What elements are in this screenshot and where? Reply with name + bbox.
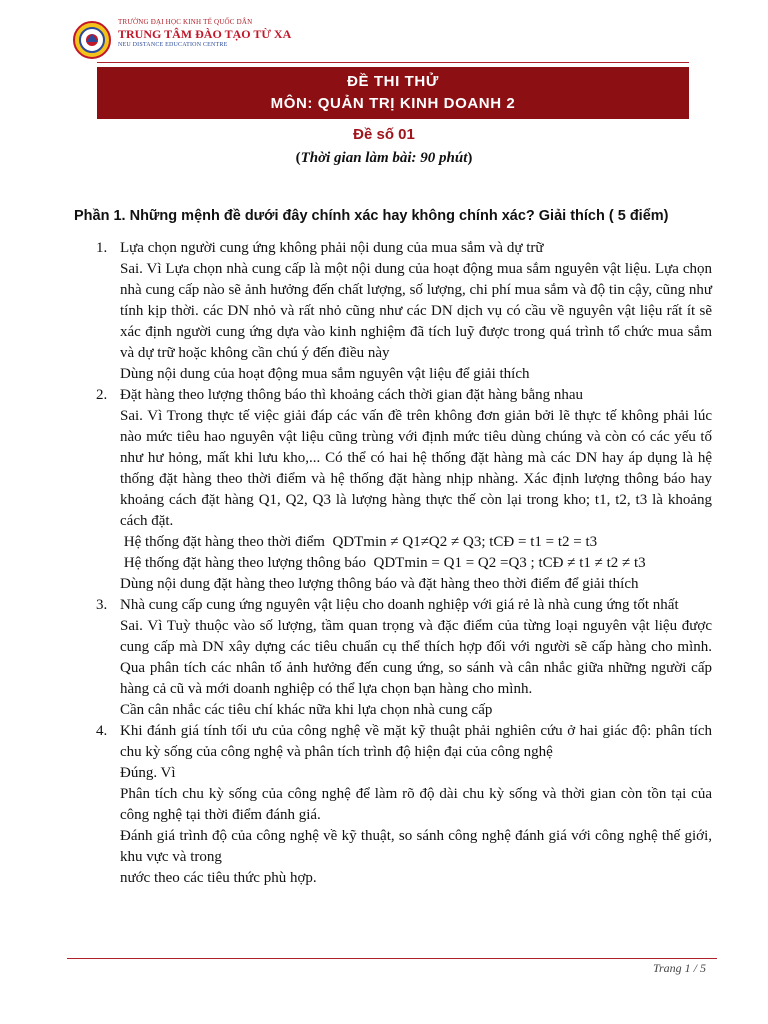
centre-name: TRUNG TÂM ĐÀO TẠO TỪ XA: [118, 27, 292, 41]
item-line: Dùng nội dung của hoạt động mua sắm nguyên vật liệu để giải thích: [120, 366, 530, 382]
exam-number: Đề số 01: [353, 126, 415, 143]
list-item: [96, 595, 716, 721]
university-name: TRƯỜNG ĐẠI HỌC KINH TẾ QUỐC DÂN: [118, 18, 253, 26]
item-line: Phân tích chu kỳ sống của công nghệ để làm rõ độ dài chu kỳ sống và thời gian còn tồn tại của công nghệ tại thời điểm đánh giá.: [120, 786, 716, 823]
item-number: 3.: [96, 597, 108, 613]
centre-name-en: NEU DISTANCE EDUCATION CENTRE: [118, 42, 228, 48]
item-line: Dùng nội dung đặt hàng theo lượng thông báo và đặt hàng theo thời điểm để giải thích: [120, 576, 639, 592]
header: [72, 18, 372, 60]
item-line: Cần cân nhắc các tiêu chí khác nữa khi lựa chọn nhà cung cấp: [120, 702, 493, 718]
item-line: Sai. Vì Trong thực tế việc giải đáp các vấn đề trên không đơn giản bởi lẽ thực tế không phải lúc nào mức tiêu hao nguyên vật liệu cũng trùng với định mức tiêu dùng chúng và còn có các yếu tố như hư hỏng, mất khi lưu kho,... Có thể có hai hệ thống đặt hàng mà các DN hay áp dụng là hệ thống đặt hàng theo thời điểm và hệ thống đặt hàng nhịp nhàng. Xác định lượng thông báo hay khoảng cách đặt hàng Q1, Q2, Q3 là lượng hàng thực thế còn lại trong kho; t1, t2, t3 là khoảng cách đặt.: [120, 408, 716, 529]
question-list: [96, 238, 716, 889]
item-line: Đặt hàng theo lượng thông báo thì khoảng cách thời gian đặt hàng bằng nhau: [120, 387, 584, 403]
list-item: [96, 385, 716, 595]
item-line: Lựa chọn người cung ứng không phải nội dung của mua sắm và dự trữ: [120, 240, 544, 256]
list-item: [96, 721, 716, 889]
item-body: [120, 385, 716, 595]
item-line: Sai. Vì Lựa chọn nhà cung cấp là một nội dung của hoạt động mua sắm nguyên vật liệu. Lựa chọn nhà cung cấp nào sẽ ảnh hưởng đến chất lượng, số lượng, chi phí mua sắm và độ tin cậy, cũng như tính kịp thời. các DN nhỏ và rất nhỏ cũng như các DN dịch vụ có cầu về nguyên vật liệu rất ít sẽ xác định người cung ứng dựa vào kinh nghiệm đã tích luỹ được trong quá trình tổ chức mua sắm và dự trữ hoặc không cần chú ý đến điều này: [120, 261, 716, 361]
item-body: [120, 238, 716, 385]
header-divider: [97, 62, 689, 63]
time-text: Thời gian làm bài: 90 phút: [300, 150, 468, 166]
page-number: Trang 1 / 5: [652, 961, 706, 975]
time-open-paren: (: [295, 150, 301, 166]
item-line: Đánh giá trình độ của công nghệ về kỹ thuật, so sánh công nghệ đánh giá với công nghệ thế giới, khu vực và trong: [120, 828, 716, 865]
item-body: [120, 721, 716, 889]
item-number: 4.: [96, 723, 108, 739]
part1-title: Phần 1. Những mệnh đề dưới đây chính xác hay không chính xác? Giải thích ( 5 điểm): [74, 208, 669, 224]
item-line: Sai. Vì Tuỳ thuộc vào số lượng, tầm quan trọng và đặc điểm của từng loại nguyên vật liệu được cung cấp mà DN xây dựng các tiêu chuẩn cụ thể thích hợp đối với người sẽ cấp hàng cho mình. Qua phân tích các nhân tố ảnh hưởng đến cung ứng, so sánh và cân nhắc giữa những người cấp hàng cả cũ và mới doanh nghiệp có thể lựa chọn bạn hàng cho mình.: [120, 618, 716, 697]
item-line: Nhà cung cấp cung ứng nguyên vật liệu cho doanh nghiệp với giá rẻ là nhà cung ứng tốt nhất: [120, 597, 679, 613]
item-number: 1.: [96, 240, 108, 256]
university-logo-icon: [72, 20, 112, 60]
item-body: [120, 595, 716, 721]
item-line: nước theo các tiêu thức phù hợp.: [120, 870, 317, 886]
item-line: Hệ thống đặt hàng theo thời điểm QDTmin ≠ Q1≠Q2 ≠ Q3; tCĐ = t1 = t2 = t3: [120, 534, 598, 550]
banner-title: ĐỀ THI THỬ: [347, 73, 439, 90]
banner-subject: MÔN: QUẢN TRỊ KINH DOANH 2: [270, 95, 516, 112]
item-line: Hệ thống đặt hàng theo lượng thông báo QDTmin = Q1 = Q2 =Q3 ; tCĐ ≠ t1 ≠ t2 ≠ t3: [120, 555, 646, 571]
item-line: Khi đánh giá tính tối ưu của công nghệ về mặt kỹ thuật phải nghiên cứu ở hai giác độ: phân tích chu kỳ sống của công nghệ và phân tích trình độ hiện đại của công nghệ: [120, 723, 716, 760]
time-limit: [0, 150, 768, 167]
item-number: 2.: [96, 387, 108, 403]
footer-divider: [67, 958, 717, 959]
item-line: Đúng. Vì: [120, 765, 176, 781]
title-banner: [97, 67, 689, 119]
list-item: [96, 238, 716, 385]
time-close-paren: ): [467, 150, 473, 166]
